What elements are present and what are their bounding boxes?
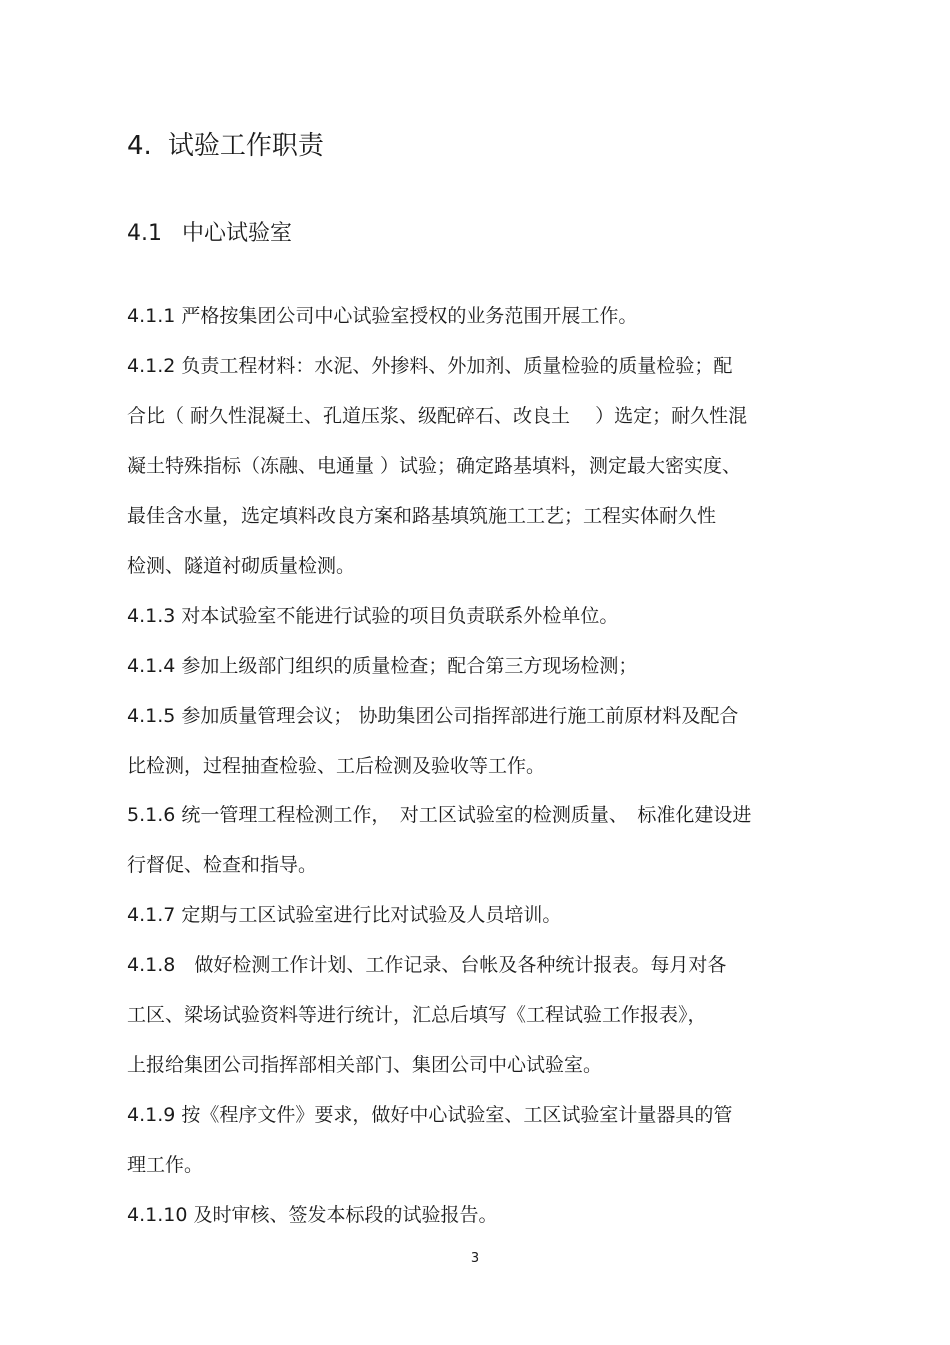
text-line: 4.1.4 参加上级部门组织的质量检查；配合第三方现场检测； [127,655,638,677]
text-line: 4.1.2 负责工程材料：水泥、外掺料、外加剂、质量检验的质量检验；配 [127,355,733,377]
text-line: 4.1.9 按《程序文件》要求，做好中心试验室、工区试验室计量器具的管 [127,1104,733,1126]
text-line: 工区、梁场试验资料等进行统计，汇总后填写《工程试验工作报表》， [127,1004,707,1026]
text-line: 4.1.7 定期与工区试验室进行比对试验及人员培训。 [127,904,562,926]
page-number: 3 [470,1251,480,1266]
text-line: 理工作。 [127,1154,204,1176]
text-line: 比检测，过程抽查检验、工后检测及验收等工作。 [127,755,546,777]
section-title: 试验工作职责 [167,131,324,161]
section-number: 4. [127,131,152,161]
text-line: 行督促、检查和指导。 [127,854,318,876]
section-heading [127,128,324,164]
text-line: 凝土特殊指标（冻融、电通量 ）试验；确定路基填料，测定最大密实度、 [127,455,742,477]
text-line: 4.1.3 对本试验室不能进行试验的项目负责联系外检单位。 [127,605,619,627]
text-line: 4.1.1 严格按集团公司中心试验室授权的业务范围开展工作。 [127,305,638,327]
text-line: 4.1.5 参加质量管理会议； 协助集团公司指挥部进行施工前原材料及配合 [127,705,739,727]
text-line: 4.1.10 及时审核、签发本标段的试验报告。 [127,1204,498,1226]
text-line: 上报给集团公司指挥部相关部门、集团公司中心试验室。 [127,1054,603,1076]
subsection-heading [127,218,292,250]
subsection-title: 中心试验室 [182,221,293,246]
text-line: 最佳含水量，选定填料改良方案和路基填筑施工工艺；工程实体耐久性 [127,505,717,527]
text-line: 4.1.8 做好检测工作计划、工作记录、台帐及各种统计报表。每月对各 [127,954,727,976]
text-line: 合比（ 耐久性混凝土、孔道压浆、级配碎石、改良土 ）选定；耐久性混 [127,405,748,427]
subsection-number: 4.1 [127,221,162,246]
text-line: 5.1.6 统一管理工程检测工作， 对工区试验室的检测质量、 标准化建设进 [127,804,752,826]
text-line: 检测、隧道衬砌质量检测。 [127,555,356,577]
